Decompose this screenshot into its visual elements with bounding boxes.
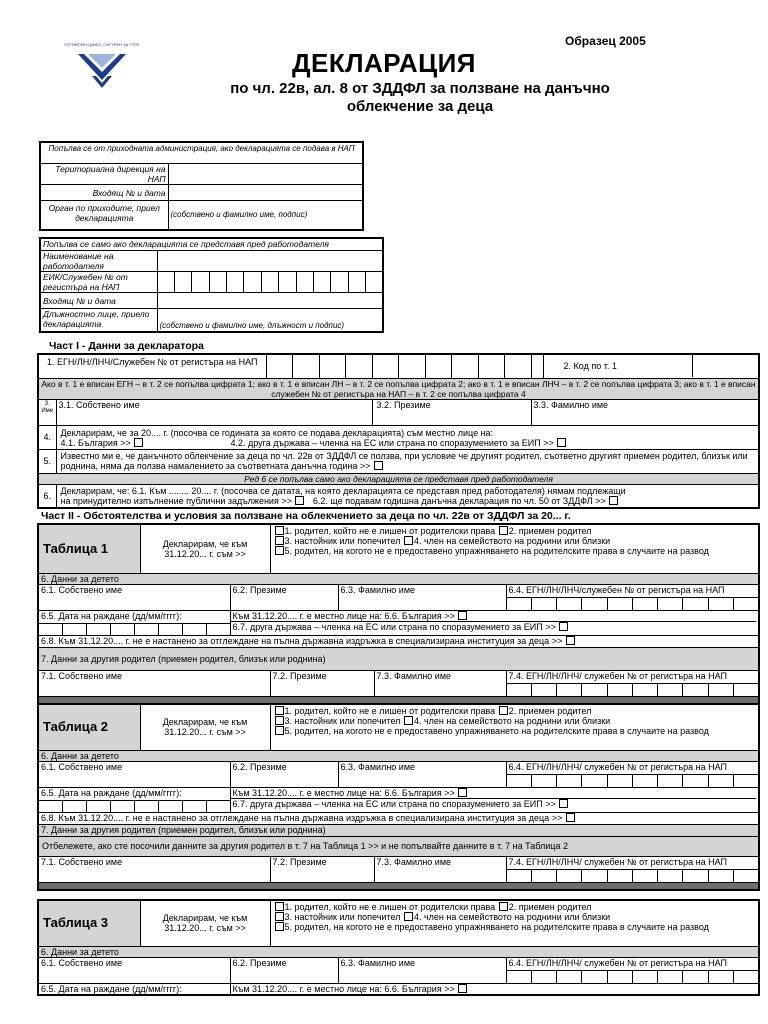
child-first-label: 6.1. Собствено име [41,584,123,595]
other-id-label: 7.4. ЕГН/ЛН/ЛНЧ/ служебен № от регистъра на НАП [507,671,759,684]
page-subtitle-2: облекчение за деца [346,98,494,115]
child-first-field[interactable] [38,761,230,787]
egn-digit-cell[interactable] [451,354,478,378]
child-residence-bg-label: 6.6. България >> [384,787,455,798]
child-residence-label: Към 31.12.20.... г. е местно лице на: [232,983,382,994]
employer-incoming-field[interactable] [157,292,383,308]
residence-eu-checkbox[interactable] [557,438,566,447]
employer-box [39,237,384,333]
birth-date-label: 6.5. Дата на раждане (дд/мм/гггг): [41,983,182,994]
other-last-label: 7.3. Фамилно име [376,856,452,867]
eik-digit-cell[interactable] [366,271,384,292]
child-last-field[interactable] [338,957,506,983]
child-first-label: 6.1. Собствено име [41,957,123,968]
child-last-field[interactable] [338,761,506,787]
code-note: Ако в т. 1 е вписан ЕГН – в т. 2 се попълва цифрата 1; ако в т. 1 е вписан ЛН – в т. 2 се попълва цифрата 2; ако в т. 1 е вписан ЛНЧ – в т. 2 се попълва цифрата 3; ако в т. 1 е вписан служебен № от регистъра на НАП – в т. 2 се попълва цифрата 4 [38,378,759,399]
egn-digit-cell[interactable] [504,354,531,378]
egn-digit-cell[interactable] [266,354,292,378]
child-residence-eu-label: 6.7. друга държава – членка на ЕС или страна по споразумението за ЕИП >> [232,798,556,809]
child-residence-bg-checkbox[interactable] [458,788,467,797]
child-id-field[interactable] [506,761,759,787]
birth-date-field[interactable] [38,610,230,635]
code-label: 2. Код по т. 1 [563,361,617,371]
child-last-label: 6.3. Фамилно име [340,761,416,772]
child-residence-label: Към 31.12.20.... г. е местно лице на: [232,610,382,621]
logo-caption: ОТГОВОРЕН ДНЕС, СИГУРЕН ЗА УТРЕ [64,42,140,47]
other-first-label: 7.1. Собствено име [41,856,123,867]
other-id-field[interactable] [506,856,759,882]
page-subtitle-1: по чл. 22в, ал. 8 от ЗДДФЛ за ползване на данъчно [230,80,610,97]
child-residence-eu-label: 6.7. друга държава – членка на ЕС или страна по споразумението за ЕИП >> [232,621,556,632]
birth-date-field[interactable] [38,983,230,995]
child-middle-label: 6.2. Презиме [232,957,287,968]
other-id-field[interactable] [506,670,759,696]
status-options [270,704,759,750]
status-parent-label: 1. родител, който не е лишен от родителски права [284,526,496,536]
other-parent-heading: 7. Данни за другия родител (приемен родител, близък или роднина) [38,647,759,670]
residence-text: Декларирам, че за 20.... г. (посочва се годината за която се подава декларацията) съм местно лице на: [60,427,494,438]
status-relative-checkbox[interactable] [404,536,413,545]
egn-digit-cell[interactable] [425,354,451,378]
name-row-num: 3. Име [38,399,56,425]
eik-digit-cell[interactable] [313,271,330,292]
employer-officer-field[interactable] [157,308,383,332]
egn-digit-cell[interactable] [372,354,398,378]
child-heading: 6. Данни за детето [38,750,759,761]
awareness-checkbox[interactable] [374,461,383,470]
same-parent-note-cell [38,836,759,856]
last-name-field[interactable] [531,399,759,425]
residence-cell [56,425,759,449]
child-middle-field[interactable] [230,761,338,787]
employer-name-field[interactable] [157,250,383,271]
child-first-label: 6.1. Собствено име [41,761,123,772]
child-residence-cell [230,983,759,995]
other-middle-label: 7.2. Презиме [272,856,327,867]
row6-note: Ред 6 се попълва само ако декларацията се представя пред работодателя [38,473,759,484]
employer-declaration-text-2: на принудително изпълнение публични задължения >> [60,495,292,506]
employer-declaration-text-1: Декларирам, че: 6.1. Към ........ 20.... г. (посочва се датата, на която декларацията се представя пред работодателя) нямам подлежащи [60,485,626,496]
status-relative-checkbox[interactable] [404,716,413,725]
employer-row-label: Наименование на работодателя [40,250,157,271]
awareness-cell [56,449,759,473]
egn-digit-cell[interactable] [292,354,319,378]
eik-digit-cell[interactable] [192,271,209,292]
employer-row-label: Входящ № и дата [40,292,157,308]
child-id-field[interactable] [506,584,759,610]
child-middle-field[interactable] [230,957,338,983]
child-first-field[interactable] [38,957,230,983]
other-id-label: 7.4. ЕГН/ЛН/ЛНЧ/ служебен № от регистъра на НАП [507,857,759,870]
child-residence-bg-label: 6.6. България >> [384,983,455,994]
annual-return-checkbox[interactable] [609,496,618,505]
not-placed-checkbox[interactable] [566,813,575,822]
table-title: Таблица 2 [38,704,140,750]
child-middle-label: 6.2. Презиме [232,761,287,772]
status-parent-checkbox[interactable] [275,706,284,715]
child-residence-bg-label: 6.6. България >> [384,610,455,621]
status-relative-label: 4. член на семейството на роднини или близки [413,716,611,726]
first-name-field[interactable] [56,399,372,425]
status-divorced-checkbox[interactable] [275,726,284,735]
status-divorced-label: 5. родител, на когото не е предоставено упражняването на родителските права в случаите на развод [284,546,709,556]
status-guardian-checkbox[interactable] [275,716,284,725]
child-residence-bg-checkbox[interactable] [458,611,467,620]
eik-digit-cell[interactable] [279,271,296,292]
status-guardian-checkbox[interactable] [275,912,284,921]
status-divorced-label: 5. родител, на когото не е предоставено упражняването на родителските права в случаите на развод [284,726,709,736]
middle-name-field[interactable] [372,399,531,425]
nap-row-label: Териториална дирекция на НАП [40,163,168,184]
not-placed-label: 6.8. Към 31.12.20.... г. не е настанено за отглеждане на пълна държавна издръжка в специализирана институция за деца >> [41,812,563,823]
eik-digit-cell[interactable] [261,271,278,292]
status-parent-label: 1. родител, който не е лишен от родителски права [284,706,496,716]
table-separator [38,882,759,890]
residence-eu-label: 4.2. друга държава – членка на ЕС или страна по споразумението за ЕИП >> [230,437,554,448]
row-num: 5. [38,449,56,473]
not-placed-cell [38,812,759,824]
birth-date-label: 6.5. Дата на раждане (дд/мм/гггг): [39,788,230,801]
egn-digit-cell[interactable] [319,354,345,378]
part1-table [37,353,760,509]
table-title: Таблица 1 [38,524,140,573]
employer-row-label: Длъжностно лице, приело декларацията [40,308,157,332]
child-residence-eu-checkbox[interactable] [559,799,568,808]
status-foster-label: 2. приемен родител [508,706,592,716]
nap-incoming-field[interactable] [168,184,363,200]
status-foster-checkbox[interactable] [499,902,508,911]
employer-signature-note: (собствено и фамилно име, длъжност и подпис) [159,321,345,330]
other-last-field[interactable] [374,856,506,882]
status-parent-checkbox[interactable] [275,902,284,911]
status-foster-checkbox[interactable] [499,706,508,715]
nap-officer-field[interactable] [168,200,363,230]
last-name-label: 3.3. Фамилно име [533,399,609,410]
other-middle-field[interactable] [270,670,374,696]
part1-heading: Част I - Данни за декларатора [49,340,204,352]
spacer-cell [531,354,543,378]
part2-heading: Част II - Обстоятелства и условия за ползване на облекчението за деца по чл. 22в от ЗДДФЛ за 20... г. [41,510,571,522]
child-id-label: 6.4. ЕГН/ЛН/ЛНЧ/ служебен № от регистъра на НАП [507,958,759,971]
child-residence-eu-checkbox[interactable] [559,622,568,631]
status-foster-label: 2. приемен родител [508,526,592,536]
nap-directorate-field[interactable] [168,163,363,184]
no-obligations-checkbox[interactable] [295,496,304,505]
status-foster-checkbox[interactable] [499,526,508,535]
child-table-1 [37,523,760,705]
nap-row-label: Орган по приходите, приел декларацията [40,200,168,230]
nap-signature-note: (собствено и фамилно име, подпис) [170,209,308,219]
employer-declaration-cell [56,484,759,508]
sample-label: Образец 2005 [565,34,646,48]
row-num: 4. [38,425,56,449]
child-last-label: 6.3. Фамилно име [340,584,416,595]
status-relative-label: 4. член на семейството на роднини или близки [413,536,611,546]
nap-box-heading: Попълва се от приходната администрация, ако декларацията се подава в НАП [40,142,363,163]
status-divorced-label: 5. родител, на когото не е предоставено упражняването на родителските права в случаите на развод [284,922,709,932]
status-relative-checkbox[interactable] [404,912,413,921]
child-last-field[interactable] [338,584,506,610]
employer-box-heading: Попълва се само ако декларацията се представя пред работодателя [40,238,383,250]
child-residence-bg-checkbox[interactable] [458,984,467,993]
first-name-label: 3.1. Собствено име [58,399,140,410]
code-field[interactable] [692,355,758,377]
egn-digit-cell[interactable] [398,354,425,378]
eik-digit-cell[interactable] [209,271,226,292]
other-last-field[interactable] [374,670,506,696]
child-table-2 [37,703,760,891]
status-foster-label: 2. приемен родител [508,902,592,912]
eik-digit-cell[interactable] [244,271,261,292]
child-residence-cell [230,787,759,812]
birth-date-field[interactable] [38,787,230,812]
egn-label: 1. ЕГН/ЛН/ЛНЧ/Служебен № от регистъра на НАП [38,354,266,378]
status-divorced-checkbox[interactable] [275,922,284,931]
other-middle-label: 7.2. Презиме [272,670,327,681]
child-heading: 6. Данни за детето [38,946,759,957]
nap-row-label: Входящ № и дата [40,184,168,200]
declare-label: Декларирам, че към 31.12.20... г. съм >> [140,524,270,573]
table-title: Таблица 3 [38,900,140,946]
other-last-label: 7.3. Фамилно име [376,670,452,681]
status-guardian-label: 3. настойник или попечител [284,912,401,922]
declare-label: Декларирам, че към 31.12.20... г. съм >> [140,704,270,750]
employer-row-label: ЕИК/Служебен № от регистъра на НАП [40,271,157,292]
status-guardian-checkbox[interactable] [275,536,284,545]
status-parent-checkbox[interactable] [275,526,284,535]
eik-digit-cell[interactable] [331,271,348,292]
not-placed-label: 6.8. Към 31.12.20.... г. не е настанено за отглеждане на пълна държавна издръжка в специализирана институция за деца >> [41,635,563,646]
other-first-label: 7.1. Собствено име [41,670,123,681]
employer-declaration-text-3: 6.2. ще подавам годишна данъчна декларация по чл. 50 от ЗДДФЛ >> [312,495,606,506]
row-num: 6. [38,484,56,508]
status-options [270,900,759,946]
eik-digit-cell[interactable] [227,271,244,292]
other-first-field[interactable] [38,856,270,882]
status-options [270,524,759,573]
child-id-field[interactable] [506,957,759,983]
child-id-label: 6.4. ЕГН/ЛН/ЛНЧ/ служебен № от регистъра на НАП [507,762,759,775]
eik-digit-cell[interactable] [296,271,313,292]
child-first-field[interactable] [38,584,230,610]
child-last-label: 6.3. Фамилно име [340,957,416,968]
egn-digit-cell[interactable] [345,354,372,378]
status-divorced-checkbox[interactable] [275,546,284,555]
not-placed-checkbox[interactable] [566,636,575,645]
eik-digit-cell[interactable] [348,271,365,292]
page-title: ДЕКЛАРАЦИЯ [292,48,476,78]
nap-box [39,141,364,231]
other-middle-field[interactable] [270,856,374,882]
status-guardian-label: 3. настойник или попечител [284,536,401,546]
code-cell[interactable] [543,354,759,378]
residence-bg-label: 4.1. България >> [60,437,131,448]
awareness-text: Известно ми е, че данъчното облекчение за деца по чл. 22в от ЗДДФЛ се ползва, при условие че другият родител, съответно другият приемен родител, близък или роднина, няма да ползва намалението за съответната данъчна година >> [60,450,748,471]
other-parent-heading: 7. Данни за другия родител (приемен родител, близък или роднина) [38,824,759,836]
child-id-label: 6.4. ЕГН/ЛН/ЛНЧ/служебен № от регистъра на НАП [507,585,759,598]
child-middle-label: 6.2. Презиме [232,584,287,595]
egn-digit-cell[interactable] [478,354,504,378]
status-guardian-label: 3. настойник или попечител [284,716,401,726]
same-parent-note: Отбележете, ако сте посочили данните за другия родител в т. 7 на Таблица 1 >> и не попълвайте данните в т. 7 на Таблица 2 [42,841,568,851]
other-first-field[interactable] [38,670,270,696]
child-residence-label: Към 31.12.20.... г. е местно лице на: [232,787,382,798]
residence-bg-checkbox[interactable] [134,438,143,447]
child-heading: 6. Данни за детето [38,573,759,584]
middle-name-label: 3.2. Презиме [376,399,431,410]
eik-digit-cell[interactable] [157,271,174,292]
status-parent-label: 1. родител, който не е лишен от родителски права [284,902,496,912]
not-placed-cell [38,635,759,647]
declare-label: Декларирам, че към 31.12.20... г. съм >> [140,900,270,946]
eik-digit-cell[interactable] [174,271,191,292]
child-residence-cell [230,610,759,635]
birth-date-label: 6.5. Дата на раждане (дд/мм/гггг): [39,611,230,624]
status-relative-label: 4. член на семейството на роднини или близки [413,912,611,922]
child-middle-field[interactable] [230,584,338,610]
child-table-3 [37,899,760,996]
